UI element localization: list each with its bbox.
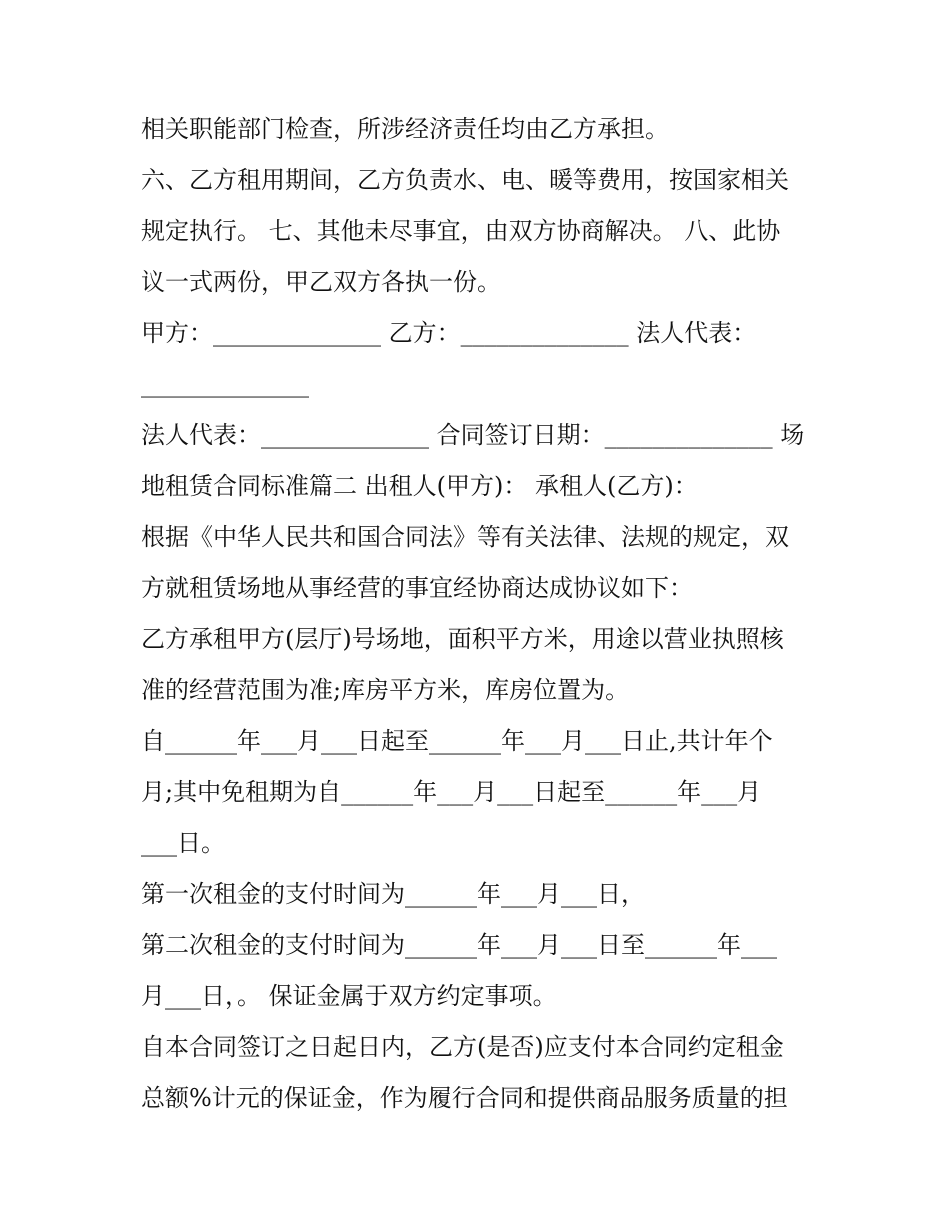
signature-line: 甲方：______________ 乙方：______________ 法人代表： — [141, 319, 757, 347]
date-range-line: 自______年___月___日起至______年___月___日止,共计年个 — [141, 727, 773, 755]
section-heading-line: 地租赁合同标准篇二 出租人(甲方)： 承租人(乙方)： — [141, 472, 698, 500]
text-line: 议一式两份，甲乙双方各执一份。 — [141, 268, 501, 296]
date-range-line: ___日。 — [141, 829, 225, 857]
text-line: 自本合同签订之日起日内，乙方(是否)应支付本合同约定租金 — [141, 1033, 784, 1061]
payment-date-line: 第一次租金的支付时间为______年___月___日， — [141, 880, 645, 908]
text-line: 方就租赁场地从事经营的事宜经协商达成协议如下： — [141, 574, 693, 602]
text-line: 根据《中华人民共和国合同法》等有关法律、法规的规定，双 — [141, 523, 789, 551]
date-range-line: 月;其中免租期为自______年___月___日起至______年___月 — [141, 778, 762, 806]
text-line: 总额%计元的保证金，作为履行合同和提供商品服务质量的担 — [141, 1084, 788, 1112]
signature-line: ______________ — [141, 370, 309, 398]
text-line: 相关职能部门检查，所涉经济责任均由乙方承担。 — [141, 115, 669, 143]
signature-line: 法人代表：______________ 合同签订日期：______________ 场 — [141, 421, 805, 449]
text-line: 规定执行。 七、其他未尽事宜，由双方协商解决。 八、此协 — [141, 217, 781, 245]
contract-body-text — [141, 104, 821, 1124]
payment-date-line: 月___日，。 保证金属于双方约定事项。 — [141, 982, 557, 1010]
text-line: 乙方承租甲方(层厅)号场地，面积平方米，用途以营业执照核 — [141, 625, 784, 653]
text-line: 准的经营范围为准;库房平方米，库房位置为。 — [141, 676, 630, 704]
text-line: 六、乙方租用期间，乙方负责水、电、暖等费用，按国家相关 — [141, 166, 789, 194]
payment-date-line: 第二次租金的支付时间为______年___月___日至______年___ — [141, 931, 777, 959]
